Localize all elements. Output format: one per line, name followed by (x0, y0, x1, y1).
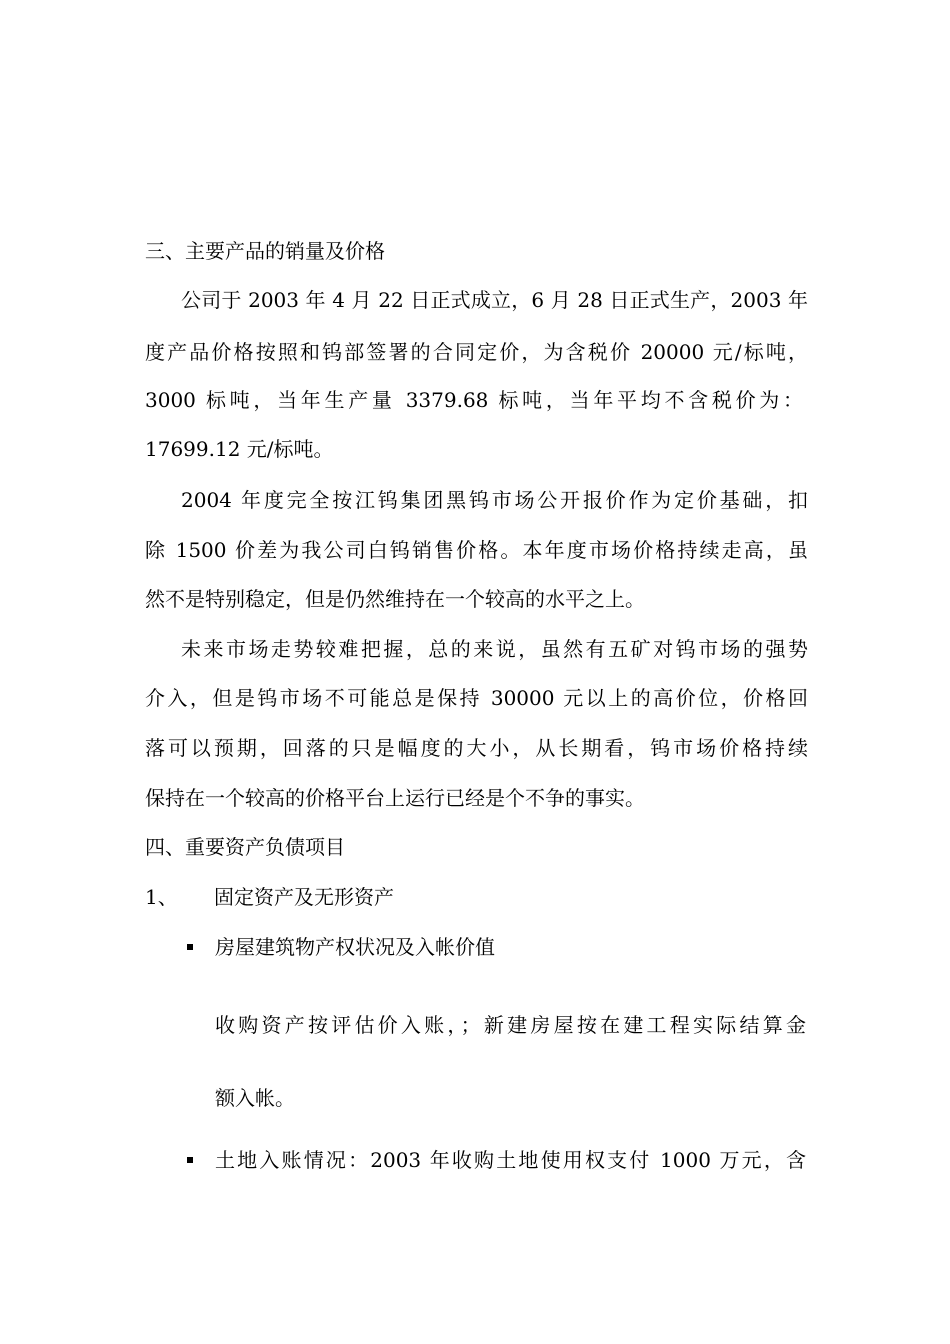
bullet-item-text: 土地入账情况：2003 年收购土地使用权支付 1000 万元，含 (215, 1148, 806, 1172)
bullet-square-icon (187, 944, 193, 950)
paragraph-line: 介入，但是钨市场不可能总是保持 30000 元以上的高价位，价格回 (145, 686, 808, 710)
section-heading-4: 四、重要资产负债项目 (145, 835, 345, 859)
paragraph-line: 17699.12 元/标吨。 (145, 437, 334, 461)
paragraph-line: 保持在一个较高的价格平台上运行已经是个不争的事实。 (145, 786, 645, 810)
section-heading-3: 三、主要产品的销量及价格 (145, 239, 385, 263)
paragraph-line: 额入帐。 (215, 1086, 295, 1110)
paragraph-line: 公司于 2003 年 4 月 22 日正式成立，6 月 28 日正式生产，2003 年 (181, 288, 808, 312)
paragraph-line: 落可以预期，回落的只是幅度的大小，从长期看，钨市场价格持续 (145, 736, 808, 760)
list-item-title: 固定资产及无形资产 (214, 885, 394, 909)
bullet-item-title: 房屋建筑物产权状况及入帐价值 (215, 935, 495, 959)
paragraph-line: 除 1500 价差为我公司白钨销售价格。本年度市场价格持续走高，虽 (145, 538, 808, 562)
paragraph-line: 然不是特别稳定，但是仍然维持在一个较高的水平之上。 (145, 587, 645, 611)
paragraph-line: 未来市场走势较难把握，总的来说，虽然有五矿对钨市场的强势 (181, 637, 808, 661)
paragraph-line: 2004 年度完全按江钨集团黑钨市场公开报价作为定价基础，扣 (181, 488, 808, 512)
paragraph-line: 3000 标吨，当年生产量 3379.68 标吨，当年平均不含税价为： (145, 388, 803, 412)
bullet-square-icon (187, 1157, 193, 1163)
list-item-number: 1、 (145, 885, 178, 909)
paragraph-line: 度产品价格按照和钨部签署的合同定价，为含税价 20000 元/标吨， (145, 340, 808, 364)
paragraph-line: 收购资产按评估价入账，；新建房屋按在建工程实际结算金 (215, 1013, 806, 1037)
